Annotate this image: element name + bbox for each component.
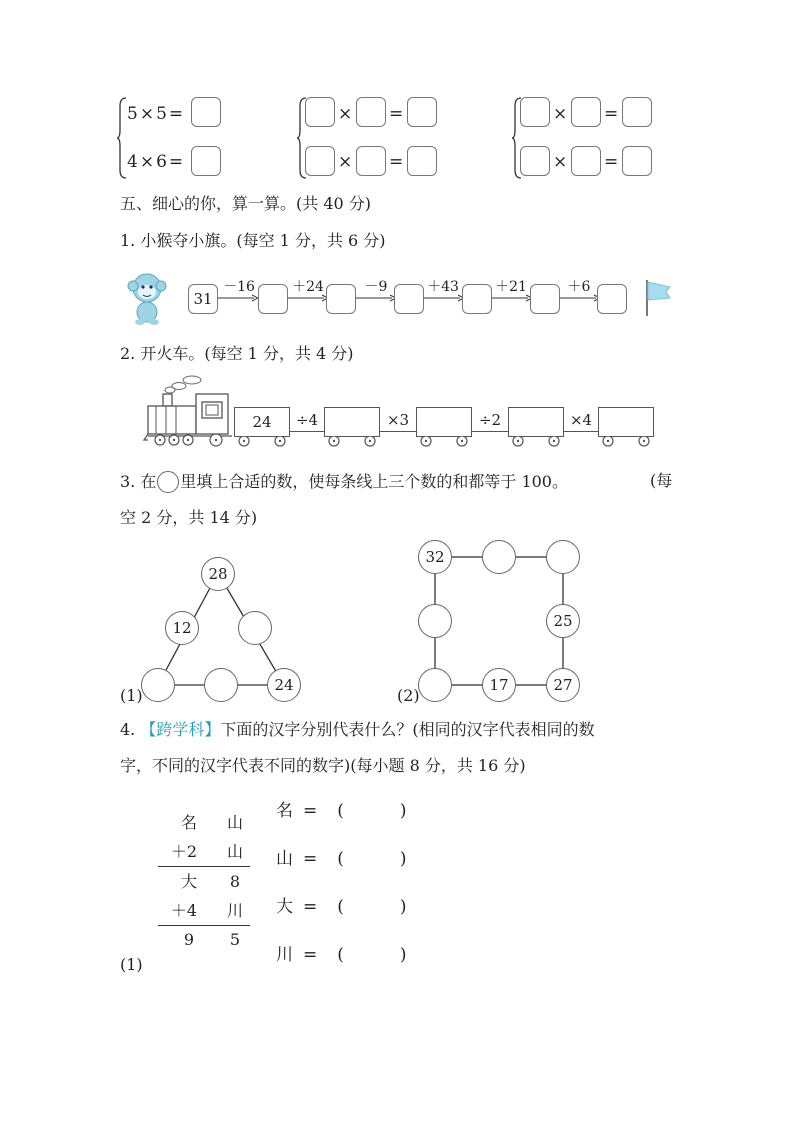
arrow-icon — [424, 294, 464, 302]
figure-label: (2) — [397, 686, 420, 705]
train-car-answer[interactable] — [324, 407, 380, 437]
operation-label: －16 — [223, 279, 255, 295]
answer-box[interactable] — [571, 146, 601, 176]
answer-row[interactable]: 川 = ( ) — [276, 945, 407, 965]
wheels-icon — [234, 436, 290, 450]
operation-label: ＋43 — [427, 279, 459, 295]
coupler — [564, 431, 598, 432]
digit: 名 — [180, 813, 197, 832]
operation-label: ×4 — [569, 411, 593, 429]
answer-box[interactable] — [407, 97, 437, 127]
answer-box[interactable] — [305, 97, 335, 127]
answer-box[interactable] — [258, 284, 288, 314]
operation-label: ÷4 — [295, 411, 319, 429]
square-bottom-mid: 17 — [482, 668, 516, 702]
answer-row[interactable]: 山 = ( ) — [276, 849, 407, 869]
train-car-answer[interactable] — [508, 407, 564, 437]
figure-label: (1) — [120, 686, 143, 705]
answer-box[interactable] — [520, 97, 550, 127]
answer-row[interactable]: 大 = ( ) — [276, 897, 407, 917]
wheels-icon — [324, 436, 380, 450]
coupler — [472, 431, 508, 432]
question-4-title: 4. 【跨学科】下面的汉字分别代表什么？(相同的汉字代表相同的数 — [120, 720, 595, 739]
answer-box[interactable] — [394, 284, 424, 314]
answer-box[interactable] — [462, 284, 492, 314]
arrow-icon — [356, 294, 396, 302]
triangle-top: 28 — [201, 557, 235, 591]
coupler — [380, 431, 416, 432]
wheels-icon — [598, 436, 654, 450]
question-1-title: 1. 小猴夺小旗。(每空 1 分，共 6 分) — [120, 231, 386, 250]
answer-row[interactable]: 名 = ( ) — [276, 801, 407, 821]
question-2-title: 2. 开火车。(每空 1 分，共 4 分) — [120, 344, 354, 363]
digit: 5 — [229, 930, 241, 949]
coupler — [290, 431, 324, 432]
digit: 8 — [229, 872, 241, 891]
digit: 川 — [226, 901, 243, 920]
times-sign: × — [338, 152, 353, 172]
question-3-title-tail: (每 — [650, 471, 673, 490]
answer-box[interactable] — [326, 284, 356, 314]
train-car-answer[interactable] — [598, 407, 654, 437]
flag-icon — [644, 278, 674, 318]
question-3-title: 3. 在 里填上合适的数，使每条线上三个数的和都等于 100。 — [120, 472, 568, 491]
train-car-first: 24 — [234, 407, 290, 437]
times-sign: × — [553, 152, 568, 172]
triangle-bottom-right: 24 — [267, 668, 301, 702]
equals-sign: = — [389, 104, 404, 124]
digit: 山 — [226, 842, 243, 861]
circle-icon — [157, 471, 179, 493]
answer-box[interactable] — [305, 146, 335, 176]
answer-box[interactable] — [597, 284, 627, 314]
square-blank[interactable] — [418, 604, 452, 638]
square-bottom-right: 27 — [546, 668, 580, 702]
triangle-blank[interactable] — [141, 668, 175, 702]
answer-box[interactable] — [356, 146, 386, 176]
equation-1-2: 4 × 6 = — [127, 152, 184, 172]
equals-sign: = — [389, 152, 404, 172]
equals-sign: = — [604, 152, 619, 172]
answer-box[interactable] — [356, 97, 386, 127]
arrow-icon — [492, 294, 532, 302]
answer-box[interactable] — [622, 97, 652, 127]
square-right-mid: 25 — [546, 604, 580, 638]
square-blank[interactable] — [546, 540, 580, 574]
train-car-answer[interactable] — [416, 407, 472, 437]
section-title: 五、细心的你，算一算。(共 40 分) — [120, 194, 372, 213]
equation-1-1: 5 × 5 = — [127, 104, 184, 124]
arrow-icon — [218, 294, 258, 302]
question-4-title-line2: 字，不同的汉字代表不同的数字)(每小题 8 分，共 16 分) — [120, 756, 526, 775]
digit: 大 — [180, 872, 197, 891]
triangle-blank[interactable] — [204, 668, 238, 702]
answer-box[interactable] — [530, 284, 560, 314]
square-top-left: 32 — [418, 540, 452, 574]
equals-sign: = — [604, 104, 619, 124]
operation-label: ＋6 — [567, 279, 591, 295]
answer-box[interactable] — [407, 146, 437, 176]
answer-box[interactable] — [191, 146, 221, 176]
train-engine-icon — [142, 374, 238, 450]
monkey-icon — [124, 268, 170, 326]
operation-label: ÷2 — [478, 411, 502, 429]
start-value: 31 — [188, 284, 218, 314]
square-blank[interactable] — [418, 668, 452, 702]
subject-tag: 【跨学科】 — [140, 720, 221, 739]
digit: ＋4 — [170, 901, 198, 920]
operation-label: ×3 — [386, 411, 410, 429]
digit: ＋2 — [170, 842, 198, 861]
times-sign: × — [553, 104, 568, 124]
operation-label: ＋24 — [292, 279, 324, 295]
answer-box[interactable] — [191, 97, 221, 127]
answer-box[interactable] — [622, 146, 652, 176]
answer-box[interactable] — [571, 97, 601, 127]
answer-box[interactable] — [520, 146, 550, 176]
square-blank[interactable] — [482, 540, 516, 574]
triangle-blank[interactable] — [238, 611, 272, 645]
wheels-icon — [416, 436, 472, 450]
wheels-icon — [508, 436, 564, 450]
times-sign: × — [338, 104, 353, 124]
question-3-title-line2: 空 2 分，共 14 分) — [120, 508, 258, 527]
sum-line — [158, 925, 250, 926]
arrow-icon — [288, 294, 328, 302]
digit: 9 — [183, 930, 195, 949]
figure-label: (1) — [120, 955, 143, 974]
digit: 山 — [226, 813, 243, 832]
arrow-icon — [560, 294, 600, 302]
operation-label: －9 — [364, 279, 388, 295]
sum-line — [158, 866, 250, 867]
operation-label: ＋21 — [495, 279, 527, 295]
triangle-left: 12 — [165, 611, 199, 645]
